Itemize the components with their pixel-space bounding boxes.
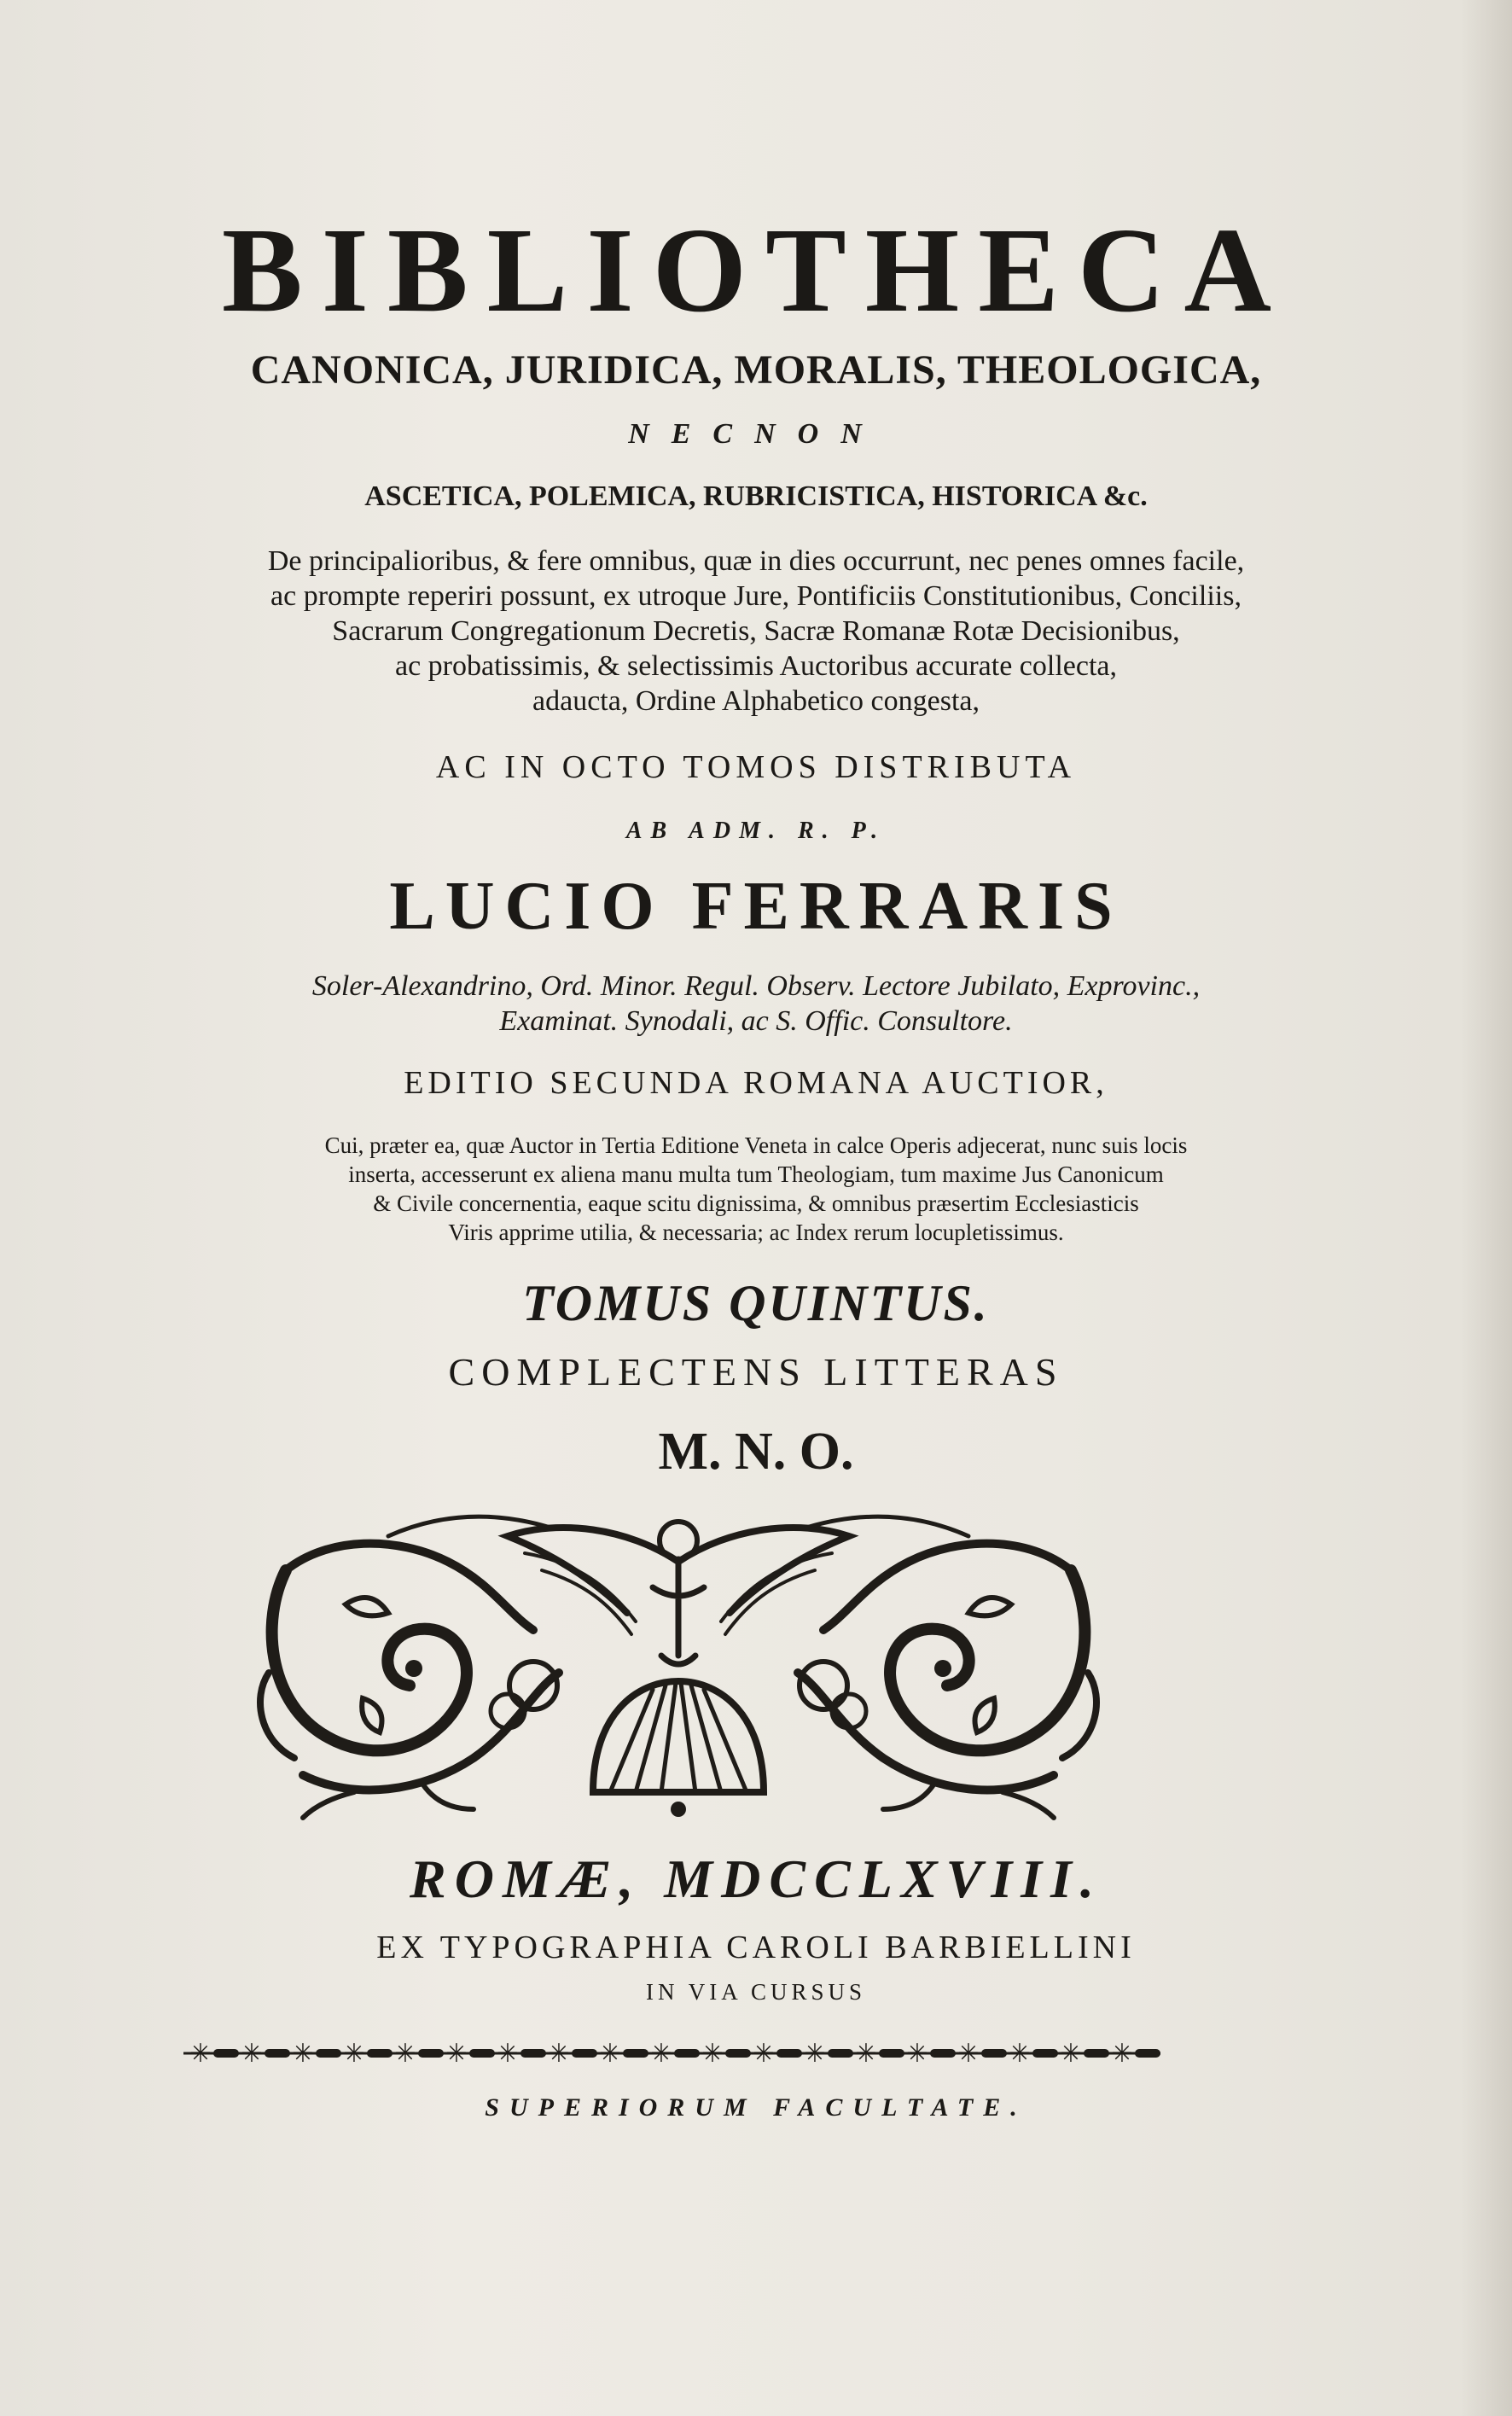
rule-lozenge [572,2049,597,2058]
rule-star-ornament: ✳ [701,2040,724,2067]
rule-star-ornament: ✳ [855,2040,877,2067]
rule-lozenge [316,2049,341,2058]
volume-number: TOMUS QUINTUS. [522,1275,990,1331]
rule-lozenge [828,2049,853,2058]
necnon-connector: NECNON [628,418,884,450]
rule-lozenge [213,2049,239,2058]
rule-star-ornament: ✳ [906,2040,928,2067]
rule-star-ornament: ✳ [650,2040,672,2067]
affiliation-line: Soler-Alexandrino, Ord. Minor. Regul. Observ. Lectore Jubilato, Exprovinc., [311,970,1201,1002]
description-line: ac probatissimis, & selectissimis Auctoribus accurate collecta, [395,650,1117,682]
edition-note-line: & Civile concernentia, eaque scitu dignissima, & omnibus præsertim Ecclesiasticis [373,1191,1139,1216]
book-subtitle: CANONICA, JURIDICA, MORALIS, THEOLOGICA, [250,347,1262,393]
author-affiliation [0,969,1512,1039]
decorative-rule-icon [183,2040,1160,2067]
rule-lozenge [879,2049,904,2058]
edition-note-line: Cui, præter ea, quæ Auctor in Tertia Editione Veneta in calce Operis adjecerat, nunc suis locis [324,1132,1188,1158]
description-line: ac prompte reperiri possunt, ex utroque Jure, Pontificiis Constitutionibus, Conciliis, [270,580,1242,612]
author-name: LUCIO FERRARIS [389,869,1123,944]
rule-star-ornament: ✳ [1111,2040,1133,2067]
printer-name: EX TYPOGRAPHIA CAROLI BARBIELLINI [376,1930,1136,1965]
rule-star-ornament: ✳ [292,2040,314,2067]
description-line: adaucta, Ordine Alphabetico congesta, [532,685,980,717]
imprint-place-date: ROMÆ, MDCCLXVIII. [410,1848,1102,1909]
rule-star-ornament: ✳ [1060,2040,1082,2067]
rule-star-ornament: ✳ [445,2040,468,2067]
edition-note-line: Viris apprime utilia, & necessaria; ac Index rerum locupletissimus. [448,1220,1064,1245]
rule-star-ornament: ✳ [1009,2040,1031,2067]
ab-admodum-line: AB ADM. R. P. [625,818,887,844]
rule-lozenge [674,2049,700,2058]
edition-note-line: inserta, accesserunt ex aliena manu multa tum Theologiam, tum maxime Jus Canonicum [348,1161,1164,1187]
rule-lozenge [981,2049,1007,2058]
volume-letters: M. N. O. [658,1423,854,1481]
printer-address: IN VIA CURSUS [645,1979,867,2005]
rule-lozenge [367,2049,393,2058]
affiliation-line: Examinat. Synodali, ac S. Offic. Consultore. [499,1005,1013,1037]
rule-star-ornament: ✳ [394,2040,416,2067]
rule-lozenge [520,2049,546,2058]
rule-star-ornament: ✳ [753,2040,775,2067]
book-title: BIBLIOTHECA [221,202,1291,337]
superiorum-facultate: SUPERIORUM FACULTATE. [485,2093,1027,2122]
volume-contents: COMPLECTENS LITTERAS [448,1350,1064,1394]
distribution-line: AC IN OCTO TOMOS DISTRIBUTA [435,749,1077,785]
rule-star-ornament: ✳ [957,2040,980,2067]
rule-lozenge [469,2049,495,2058]
rule-star-ornament: ✳ [548,2040,570,2067]
edition-statement: EDITIO SECUNDA ROMANA AUCTIOR, [404,1065,1108,1101]
rule-star-ornament: ✳ [497,2040,519,2067]
rule-lozenge [623,2049,648,2058]
rule-lozenge [265,2049,290,2058]
rule-lozenge [418,2049,444,2058]
rule-star-ornament: ✳ [804,2040,826,2067]
description-line: De principalioribus, & fere omnibus, quæ in dies occurrunt, nec penes omnes facile, [267,545,1245,577]
rule-lozenge [725,2049,751,2058]
book-subtitle-secondary: ASCETICA, POLEMICA, RUBRICISTICA, HISTORICA &c. [364,480,1148,512]
rule-star-ornament: ✳ [343,2040,365,2067]
rule-star-ornament: ✳ [241,2040,263,2067]
rule-lozenge [1084,2049,1109,2058]
printers-ornament-icon [252,1502,1105,1826]
rule-lozenge [1032,2049,1058,2058]
rule-lozenge [930,2049,956,2058]
rule-lozenge [1135,2049,1160,2058]
edition-notes [0,1131,1512,1247]
rule-star-ornament: ✳ [189,2040,212,2067]
rule-star-ornament: ✳ [599,2040,621,2067]
description-line: Sacrarum Congregationum Decretis, Sacræ Romanæ Rotæ Decisionibus, [332,615,1180,647]
rule-lozenge [776,2049,802,2058]
description-block [0,544,1512,719]
